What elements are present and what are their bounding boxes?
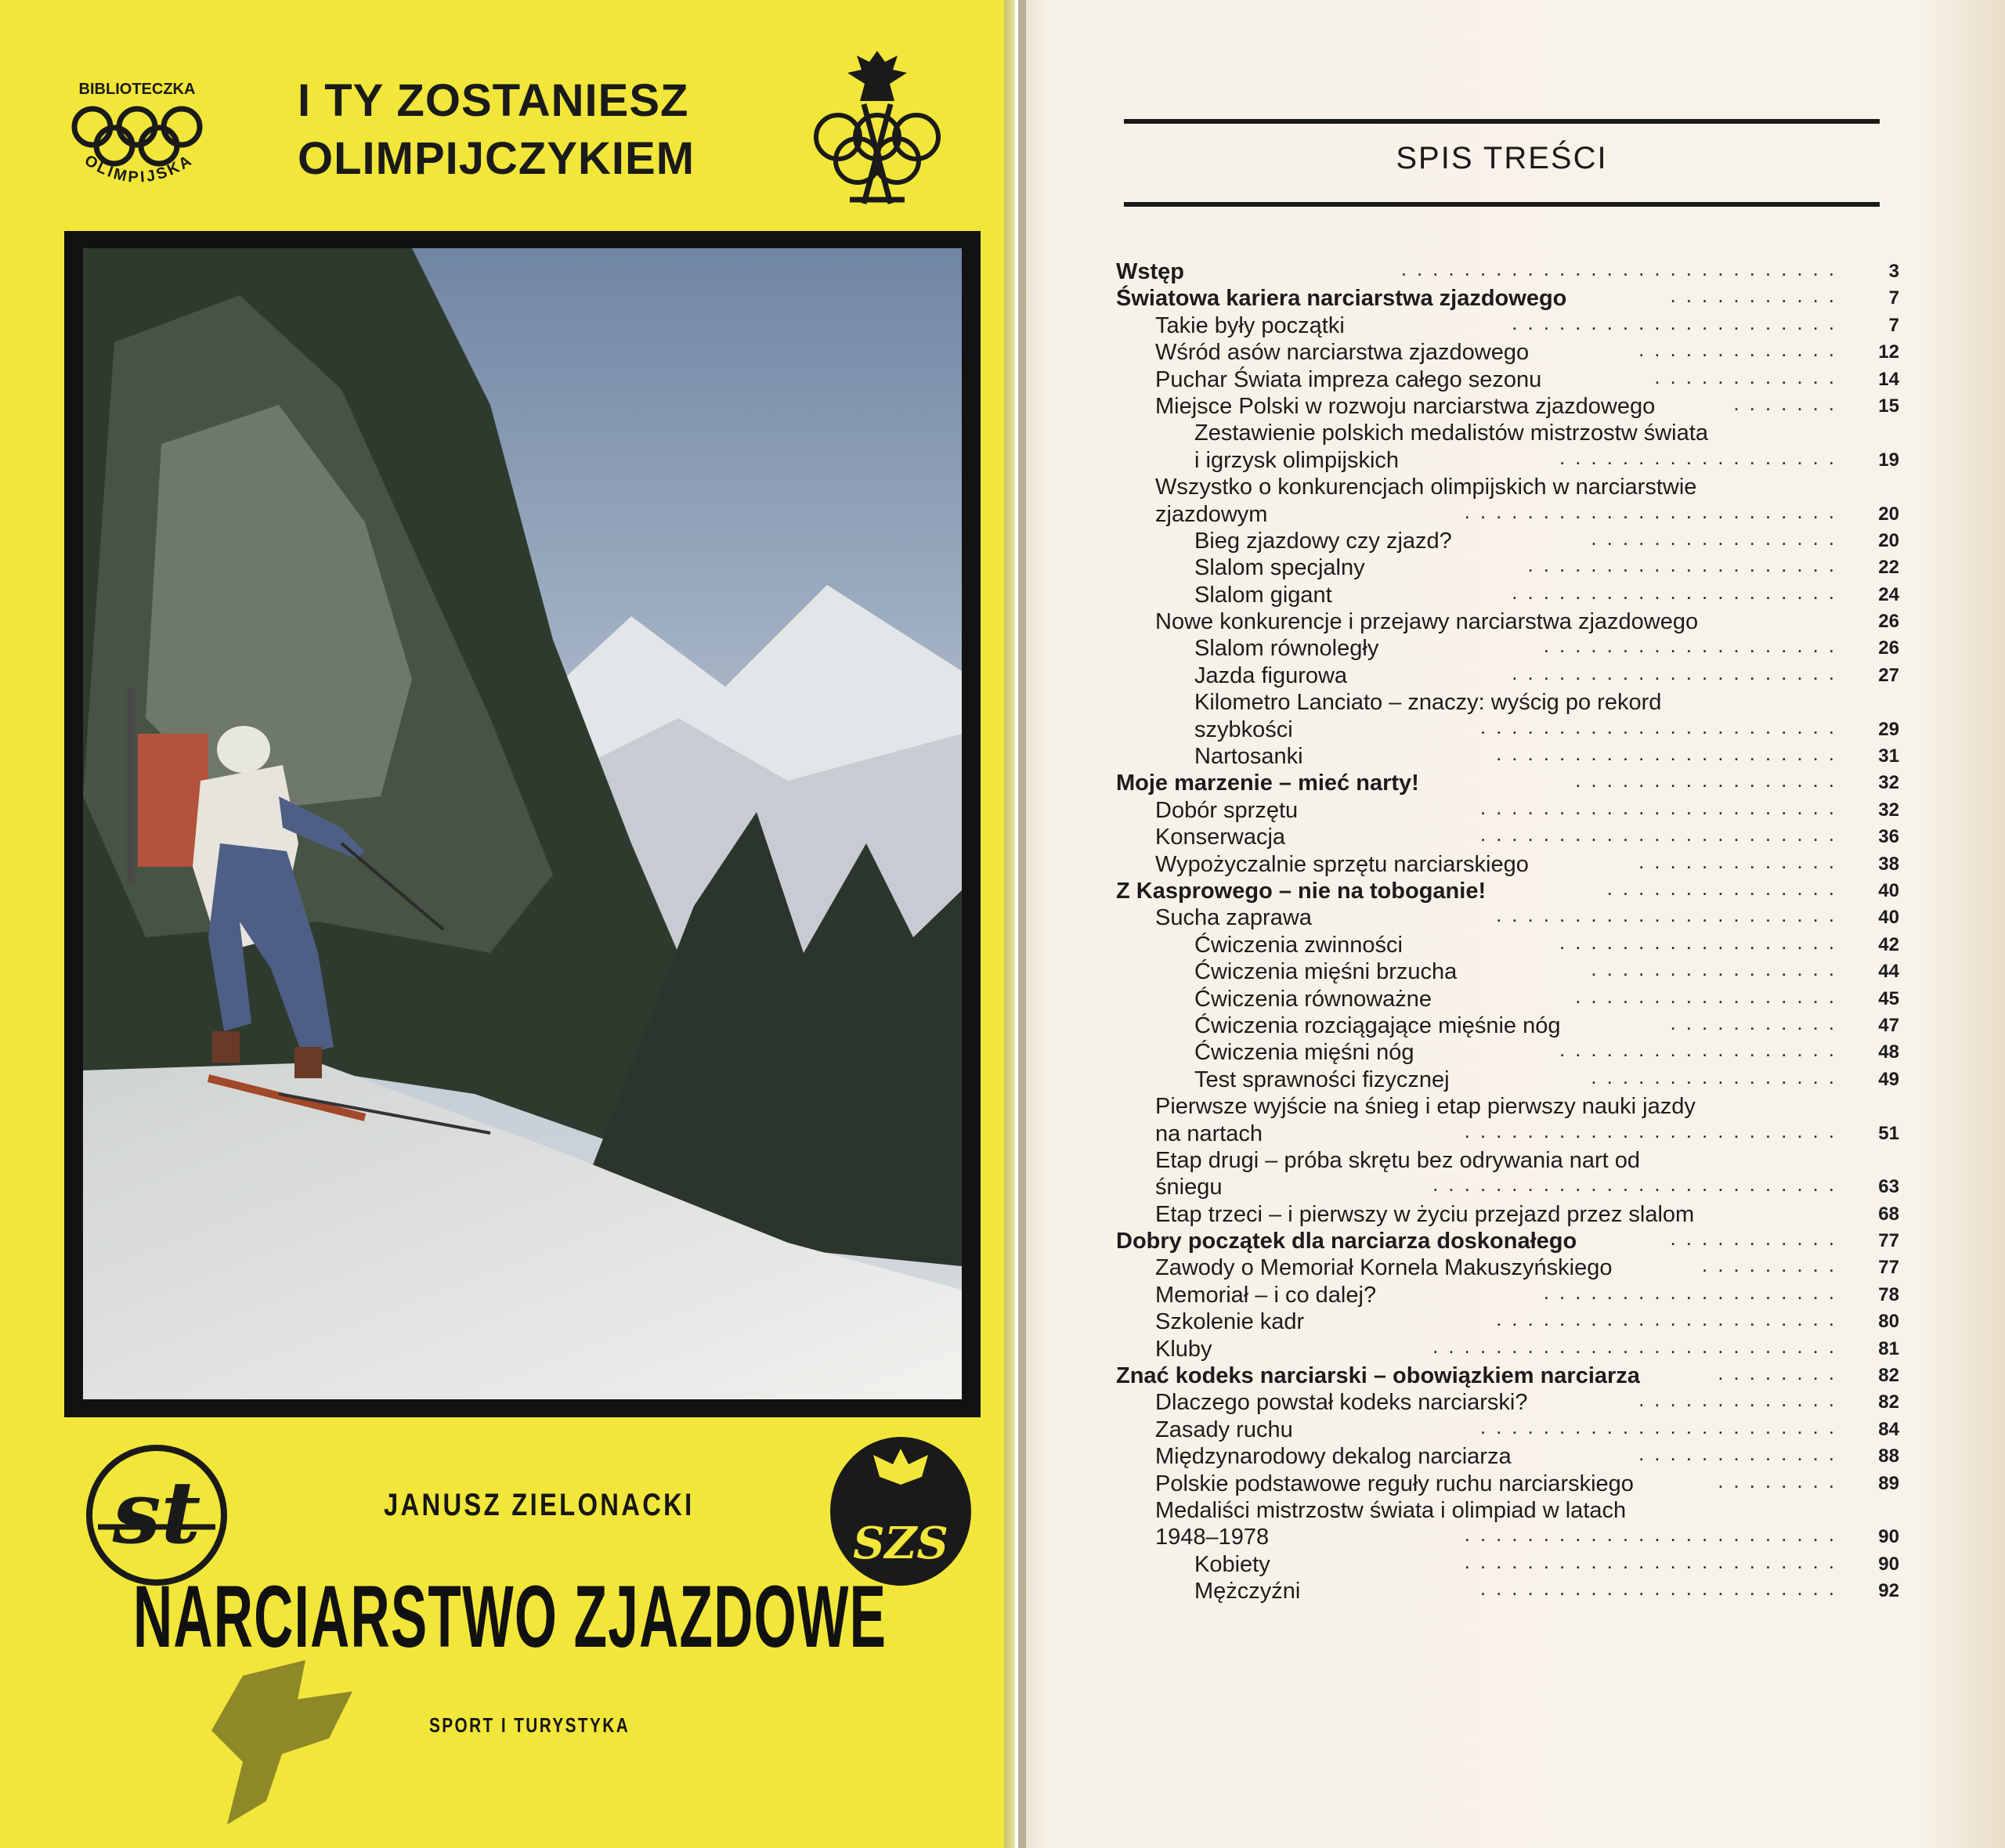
toc-leader-dots: ........ — [1718, 1468, 1844, 1492]
toc-entry — [1116, 501, 1899, 528]
toc-entry — [1116, 1389, 1899, 1416]
toc-entry — [1116, 770, 1899, 796]
toc-entry-title: Test sprawności fizycznej — [1194, 1067, 1450, 1092]
toc-entry-title: śniegu — [1155, 1175, 1223, 1200]
toc-entry — [1116, 525, 1899, 554]
toc-entry — [1116, 1414, 1899, 1443]
toc-leader-dots: ................ — [1591, 525, 1844, 550]
toc-page-number: 89 — [1878, 1472, 1899, 1494]
toc-page-number: 90 — [1878, 1553, 1899, 1575]
toc-entry — [1116, 1118, 1899, 1147]
toc-page-number: 12 — [1878, 341, 1899, 363]
toc-entry-title: Nartosanki — [1194, 744, 1303, 770]
toc-leader-dots: ...................... — [1496, 742, 1844, 766]
toc-entry-title: Znać kodeks narciarski – obowiązkiem narciarza — [1116, 1363, 1640, 1389]
toc-page-number: 82 — [1878, 1365, 1899, 1387]
toc-entry — [1116, 1578, 1899, 1604]
toc-entry — [1116, 1147, 1899, 1174]
toc-entry-title: 1948–1978 — [1155, 1525, 1270, 1550]
toc-entry-title: Polskie podstawowe reguły ruchu narciarskiego — [1155, 1471, 1634, 1496]
table-of-contents — [1116, 258, 1899, 1605]
toc-entry — [1116, 929, 1899, 958]
toc-entry-title: Ćwiczenia mięśni brzucha — [1194, 959, 1458, 985]
toc-entry — [1116, 1228, 1899, 1254]
olympic-rings-logo — [47, 70, 227, 204]
toc-entry-title: Międzynarodowy dekalog narciarza — [1155, 1444, 1512, 1470]
ink-stain — [196, 1644, 446, 1832]
toc-entry-title: Etap drugi – próba skrętu bez odrywania nart od — [1155, 1147, 1641, 1173]
toc-entry — [1116, 420, 1899, 446]
toc-leader-dots: ....................... — [1479, 822, 1844, 846]
toc-leader-dots: .......................... — [1432, 1334, 1844, 1358]
spine-shadow — [1018, 0, 1026, 1848]
toc-page-number: 20 — [1878, 503, 1899, 525]
toc-entry — [1116, 312, 1899, 339]
toc-leader-dots: ....................... — [1479, 714, 1844, 738]
szs-eagle-logo — [826, 1425, 975, 1590]
toc-entry-title: Zestawienie polskich medalistów mistrzostw świata — [1194, 420, 1708, 446]
toc-leader-dots: .................. — [1559, 445, 1844, 469]
cover-edge — [1004, 0, 1015, 1848]
toc-leader-dots: ..................... — [1512, 579, 1844, 604]
toc-entry-title: Kilometro Lanciato – znaczy: wyścig po rekord — [1194, 690, 1662, 716]
toc-entry — [1116, 366, 1899, 393]
toc-entry — [1116, 1282, 1899, 1308]
toc-page-number: 7 — [1888, 314, 1899, 336]
toc-entry-title: Ćwiczenia zwinności — [1194, 932, 1403, 958]
toc-page-number: 42 — [1878, 933, 1899, 955]
toc-page-number: 19 — [1878, 449, 1899, 471]
toc-page-number: 7 — [1888, 287, 1899, 309]
toc-entry — [1116, 662, 1899, 689]
toc-leader-dots: .................... — [1527, 553, 1844, 577]
toc-entry — [1116, 635, 1899, 662]
toc-entry-title: Dobór sprzętu — [1155, 797, 1299, 823]
toc-leader-dots: ............... — [1606, 875, 1844, 900]
downhill-skier-photo — [83, 248, 962, 1399]
toc-entry-title: Mężczyźni — [1194, 1579, 1301, 1604]
toc-page-number: 26 — [1878, 637, 1899, 659]
toc-entry — [1116, 875, 1899, 904]
toc-entry-title: Wśród asów narciarstwa zjazdowego — [1155, 340, 1530, 366]
toc-page-number: 47 — [1878, 1014, 1899, 1036]
club-logo-text: SZS — [853, 1518, 948, 1569]
toc-entry-title: Nowe konkurencje i przejawy narciarstwa zjazdowego — [1155, 609, 1699, 635]
toc-page-number: 40 — [1878, 879, 1899, 901]
toc-entry — [1116, 1468, 1899, 1497]
toc-entry-title: Pierwsze wyjście na śnieg i etap pierwszy nauki jazdy — [1155, 1094, 1696, 1120]
toc-entry-title: Dlaczego powstał kodeks narciarski? — [1155, 1390, 1528, 1416]
toc-entry — [1116, 474, 1899, 500]
toc-leader-dots: ....................... — [1479, 1414, 1844, 1438]
toc-leader-dots: ........................ — [1464, 1549, 1844, 1573]
toc-entry — [1116, 447, 1899, 474]
toc-entry-title: Memoriał – i co dalej? — [1155, 1282, 1377, 1308]
toc-leader-dots: .......................... — [1432, 1172, 1844, 1197]
toc-leader-dots: ............. — [1638, 1442, 1844, 1466]
toc-leader-dots: ..................... — [1512, 660, 1844, 684]
toc-entry — [1116, 904, 1899, 931]
toc-entry-title: Konserwacja — [1155, 825, 1286, 850]
toc-entry-title: Slalom równoległy — [1194, 636, 1379, 662]
toc-page-number: 78 — [1878, 1283, 1899, 1305]
toc-page-number: 51 — [1878, 1122, 1899, 1144]
toc-entry — [1116, 1254, 1899, 1281]
toc-leader-dots: ................ — [1591, 1064, 1844, 1088]
contents-heading: SPIS TREŚCI — [1396, 141, 1608, 175]
toc-leader-dots: ........................ — [1464, 499, 1844, 523]
series-logo-top-text: BIBLIOTECZKA — [78, 81, 196, 98]
toc-page-number: 40 — [1878, 907, 1899, 929]
toc-entry-title: Kluby — [1155, 1336, 1212, 1362]
toc-page-number: 90 — [1878, 1526, 1899, 1548]
toc-entry — [1116, 554, 1899, 581]
toc-entry-title: Szkolenie kadr — [1155, 1309, 1305, 1335]
toc-page-number: 3 — [1888, 261, 1899, 282]
toc-leader-dots: ..................... — [1512, 310, 1844, 334]
publisher-name: SPORT I TURYSTYKA — [429, 1713, 630, 1737]
toc-leader-dots: ................ — [1591, 957, 1844, 981]
toc-entry-title: Puchar Świata impreza całego sezonu — [1155, 366, 1542, 392]
toc-entry — [1116, 824, 1899, 850]
toc-leader-dots: ................... — [1543, 633, 1844, 658]
toc-leader-dots: ........................ — [1464, 1118, 1844, 1142]
heading-bottom-rule — [1124, 202, 1880, 207]
toc-entry — [1116, 689, 1899, 716]
toc-entry — [1116, 1497, 1899, 1524]
toc-leader-dots: ........... — [1670, 283, 1844, 308]
toc-entry-title: i igrzysk olimpijskich — [1194, 447, 1400, 473]
toc-entry — [1116, 393, 1899, 420]
toc-entry — [1116, 851, 1899, 878]
toc-page-number: 49 — [1878, 1068, 1899, 1090]
toc-entry — [1116, 1363, 1899, 1389]
series-title — [298, 72, 799, 188]
eagle-olympic-emblem-icon — [803, 43, 952, 215]
author-name: JANUSZ ZIELONACKI — [384, 1488, 695, 1522]
toc-entry — [1116, 1039, 1899, 1066]
toc-entry-title: Ćwiczenia równoważne — [1194, 986, 1432, 1012]
toc-entry — [1116, 1443, 1899, 1470]
toc-entry-title: szybkości — [1194, 716, 1293, 742]
toc-leader-dots: ......... — [1701, 1253, 1844, 1277]
toc-entry — [1116, 608, 1899, 635]
toc-entry-title: Jazda figurowa — [1194, 662, 1348, 688]
toc-page-number: 48 — [1878, 1041, 1899, 1063]
toc-entry-title: Miejsce Polski w rozwoju narciarstwa zjazdowego — [1155, 393, 1656, 419]
toc-page-number: 31 — [1878, 745, 1899, 767]
toc-entry-title: na nartach — [1155, 1121, 1263, 1146]
toc-entry-title: Dobry początek dla narciarza doskonałego — [1116, 1229, 1577, 1254]
toc-page-number: 92 — [1878, 1580, 1899, 1602]
toc-entry-title: Wstęp — [1116, 259, 1184, 284]
toc-page-number: 22 — [1878, 557, 1899, 579]
toc-leader-dots: ........... — [1670, 1226, 1844, 1251]
cover-photo-frame — [64, 231, 981, 1417]
toc-leader-dots: ............ — [1654, 364, 1844, 388]
toc-page-number: 29 — [1878, 718, 1899, 740]
toc-entry — [1116, 986, 1899, 1012]
toc-entry-title: Takie były początki — [1155, 312, 1345, 338]
toc-entry — [1116, 579, 1899, 608]
toc-entry-title: Z Kasprowego – nie na toboganie! — [1116, 878, 1487, 904]
toc-page-number: 38 — [1878, 853, 1899, 875]
toc-page-number: 32 — [1878, 772, 1899, 794]
toc-page-number: 80 — [1878, 1311, 1899, 1333]
toc-page-number: 68 — [1878, 1203, 1899, 1225]
toc-entry — [1116, 1201, 1899, 1228]
toc-leader-dots: ............. — [1638, 1388, 1844, 1412]
toc-entry-title: Medaliści mistrzostw świata i olimpiad w latach — [1155, 1497, 1627, 1523]
toc-leader-dots: ........... — [1670, 1010, 1844, 1034]
toc-leader-dots: ........................ — [1464, 1522, 1844, 1547]
toc-entry — [1116, 1064, 1899, 1093]
toc-leader-dots: ............. — [1638, 849, 1844, 873]
toc-entry-title: Slalom gigant — [1194, 582, 1332, 608]
toc-entry — [1116, 1308, 1899, 1335]
toc-entry-title: Moje marzenie – mieć narty! — [1116, 771, 1419, 796]
toc-page-number: 27 — [1878, 664, 1899, 686]
toc-page-number: 14 — [1878, 368, 1899, 390]
toc-entry-title: Zasady ruchu — [1155, 1417, 1293, 1442]
book-title: NARCIARSTWO ZJAZDOWE — [133, 1568, 887, 1666]
toc-leader-dots: ....... — [1733, 391, 1844, 415]
toc-entry-title: Kobiety — [1194, 1551, 1270, 1577]
toc-page-number: 32 — [1878, 799, 1899, 821]
toc-leader-dots: .................. — [1559, 929, 1844, 954]
toc-leader-dots: ................. — [1575, 984, 1844, 1008]
toc-entry-title: Ćwiczenia mięśni nóg — [1194, 1040, 1414, 1066]
toc-entry-title: Etap trzeci – i pierwszy w życiu przejazd przez slalom — [1155, 1201, 1695, 1227]
toc-leader-dots: ................. — [1575, 768, 1844, 792]
toc-page-number: 63 — [1878, 1176, 1899, 1198]
toc-entry-title: Ćwiczenia rozciągające mięśnie nóg — [1194, 1012, 1561, 1038]
toc-entry — [1116, 958, 1899, 985]
toc-entry-title: Slalom specjalny — [1194, 555, 1365, 581]
toc-page-number: 84 — [1878, 1418, 1899, 1440]
toc-page-number: 77 — [1878, 1257, 1899, 1279]
toc-entry-title: Wypożyczalnie sprzętu narciarskiego — [1155, 851, 1529, 877]
toc-entry — [1116, 1093, 1899, 1120]
heading-top-rule — [1124, 119, 1880, 124]
toc-entry — [1116, 1524, 1899, 1550]
toc-entry — [1116, 1551, 1899, 1578]
toc-entry — [1116, 1336, 1899, 1363]
toc-page-number: 82 — [1878, 1391, 1899, 1413]
series-title-line2: OLIMPIJCZYKIEM — [298, 133, 695, 184]
toc-entry — [1116, 1174, 1899, 1200]
series-logo-bottom-text: OLIMPIJSKA — [81, 151, 197, 186]
toc-entry — [1116, 716, 1899, 743]
toc-leader-dots: ....................... — [1479, 1576, 1844, 1601]
toc-entry-title: Zawody o Memoriał Kornela Makuszyńskiego — [1155, 1255, 1613, 1281]
toc-entry-title: Światowa kariera narciarstwa zjazdowego — [1116, 286, 1567, 312]
toc-entry-title: Wszystko o konkurencjach olimpijskich w narciarstwie — [1155, 475, 1697, 500]
toc-entry — [1116, 339, 1899, 366]
toc-leader-dots: ...................... — [1496, 903, 1844, 927]
toc-leader-dots: ............................ — [1400, 257, 1844, 280]
toc-leader-dots: .................. — [1559, 1038, 1844, 1062]
toc-page-number: 77 — [1878, 1230, 1899, 1252]
toc-entry-title: zjazdowym — [1155, 501, 1268, 527]
toc-page-number: 24 — [1878, 583, 1899, 605]
toc-entry — [1116, 797, 1899, 824]
publisher-logo-text: st — [112, 1462, 201, 1563]
toc-leader-dots: ........ — [1718, 1361, 1844, 1385]
toc-leader-dots: ....................... — [1479, 795, 1844, 819]
toc-leader-dots: ............. — [1638, 337, 1844, 362]
toc-page-number: 45 — [1878, 987, 1899, 1009]
toc-page-number: 26 — [1878, 611, 1899, 633]
series-title-line1: I TY ZOSTANIESZ — [298, 75, 689, 126]
toc-leader-dots: ...................... — [1496, 1307, 1844, 1331]
toc-page-number: 44 — [1878, 961, 1899, 983]
toc-page-number: 36 — [1878, 826, 1899, 848]
toc-page-number: 81 — [1878, 1337, 1899, 1359]
toc-leader-dots: ................... — [1543, 1280, 1844, 1304]
toc-page-number: 88 — [1878, 1446, 1899, 1467]
toc-entry — [1116, 743, 1899, 770]
toc-entry — [1116, 285, 1899, 312]
toc-page-number: 20 — [1878, 529, 1899, 551]
toc-entry-title: Sucha zaprawa — [1155, 905, 1312, 931]
toc-entry — [1116, 258, 1899, 285]
toc-page-number: 15 — [1878, 395, 1899, 417]
toc-entry-title: Bieg zjazdowy czy zjazd? — [1194, 528, 1452, 554]
toc-entry — [1116, 1012, 1899, 1039]
